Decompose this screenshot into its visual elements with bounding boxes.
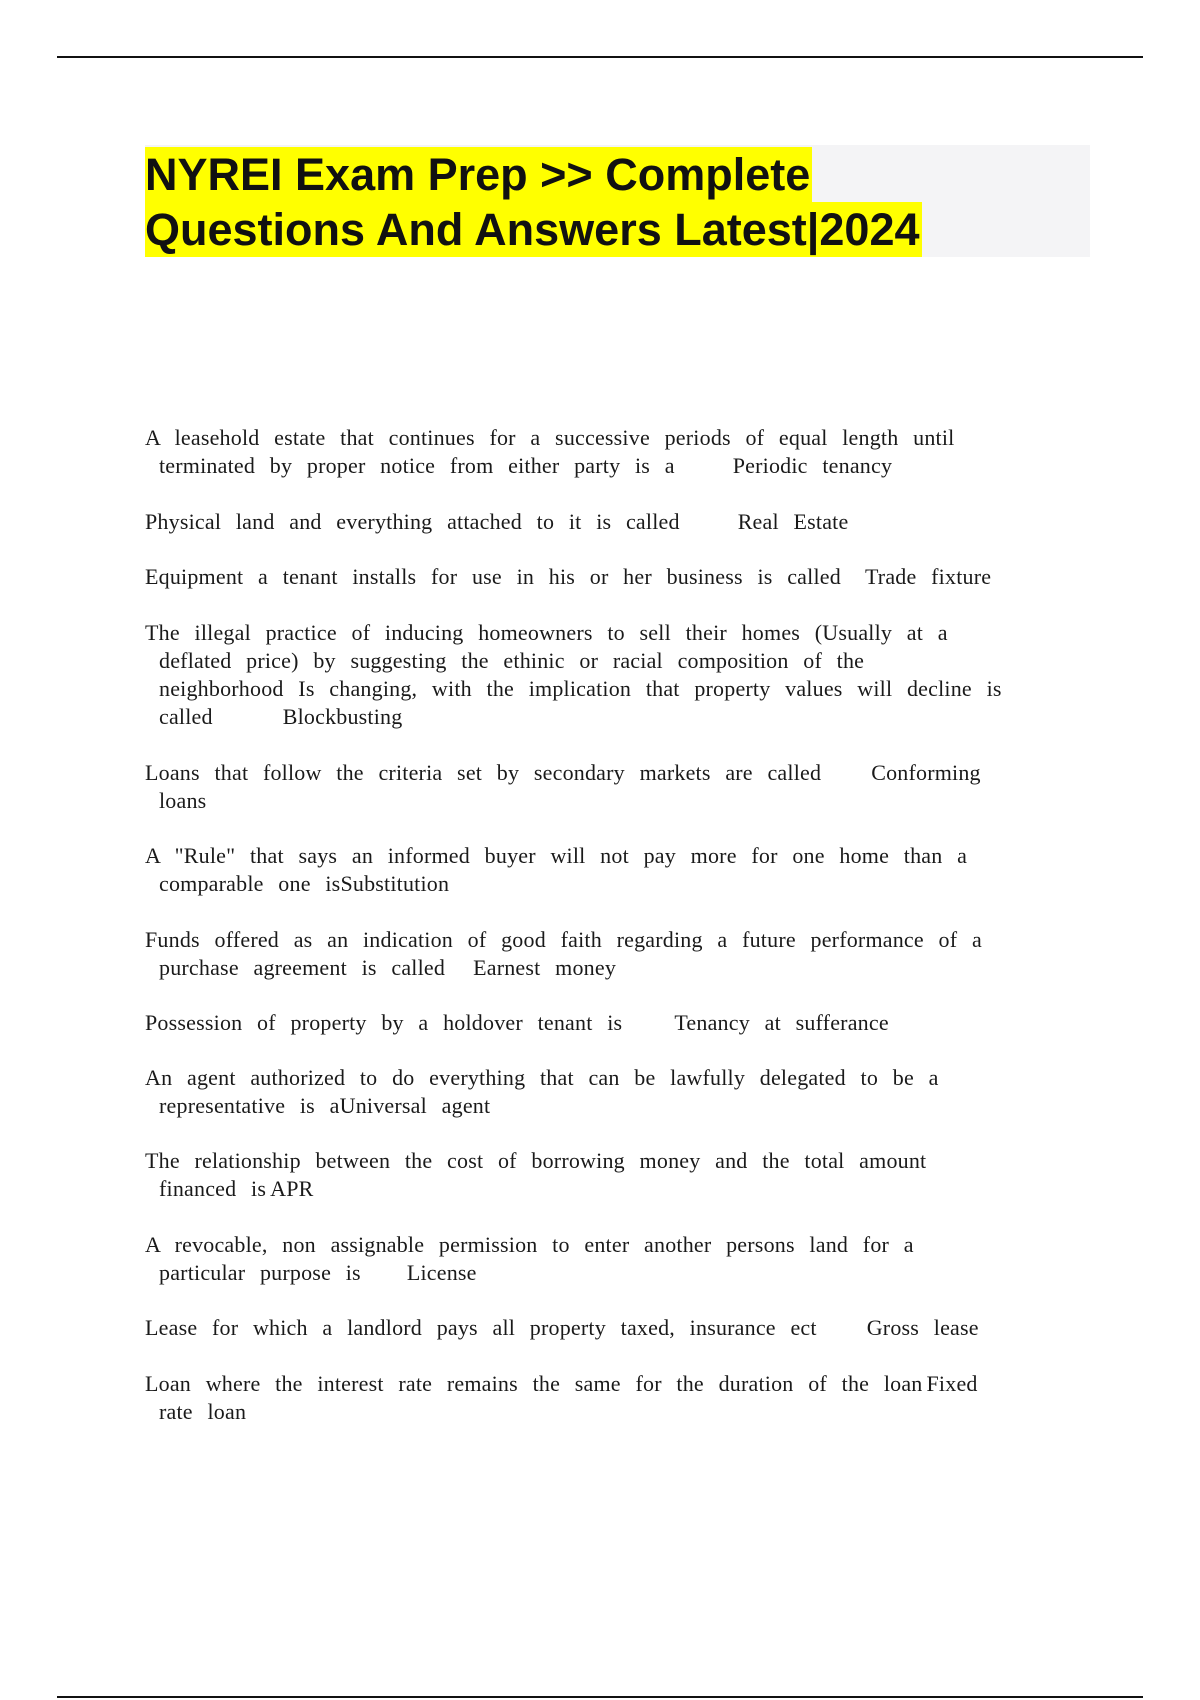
answer-text: Trade fixture [864,564,992,589]
question-line: particular purpose is [159,1260,361,1285]
question-line: purchase agreement is called [159,955,446,980]
answer-text: Earnest money [473,955,617,980]
document-title-line-1: NYREI Exam Prep >> Complete [145,149,811,200]
question-line-wrap [145,1314,1085,1342]
question-line: representative is a [159,1093,340,1118]
answer-text: Blockbusting [282,704,403,729]
question-line-wrap [145,1009,1085,1037]
qa-item [145,1370,1085,1426]
question-line: Equipment a tenant installs for use in his or her business is called [145,564,841,589]
question-line: deflated price) by suggesting the ethinic or racial composition of the [159,648,865,673]
answer-text: Conforming [871,760,981,785]
question-line-wrap [145,759,1085,787]
question-line-wrap [145,870,1085,898]
question-line-wrap [145,563,1085,591]
answer-text: Fixed [926,1371,978,1396]
question-line: A leasehold estate that continues for a successive periods of equal length until [145,425,955,450]
qa-item [145,619,1085,731]
answer-text: Periodic tenancy [732,453,893,478]
answer-text: Real Estate [737,509,849,534]
question-line: comparable one is [159,871,341,896]
question-line-wrap [145,1092,1085,1120]
answer-text: Substitution [340,871,450,896]
question-line: The illegal practice of inducing homeowners to sell their homes (Usually at a [145,620,948,645]
answer-text: Universal agent [339,1093,491,1118]
question-line-wrap [145,452,1085,480]
qa-item [145,926,1085,982]
question-line: A "Rule" that says an informed buyer will not pay more for one home than a [145,843,968,868]
answer-text-continued: rate loan [159,1399,247,1424]
question-line: Lease for which a landlord pays all property taxed, insurance ect [145,1315,817,1340]
qa-item [145,759,1085,815]
qa-item [145,1064,1085,1120]
question-line: Possession of property by a holdover tenant is [145,1010,623,1035]
answer-text: Tenancy at sufferance [674,1010,889,1035]
qa-item [145,424,1085,480]
question-line: Loan where the interest rate remains the same for the duration of the loan [145,1371,923,1396]
top-rule [57,56,1143,58]
qa-item [145,508,1085,536]
qa-item [145,842,1085,898]
answer-text: License [406,1260,477,1285]
qa-item [145,563,1085,591]
answer-text: APR [270,1176,314,1201]
qa-item [145,1147,1085,1203]
question-line-wrap [145,954,1085,982]
question-line-wrap [145,703,1085,731]
question-line-wrap [145,508,1085,536]
answer-text-continued: loans [159,788,207,813]
answer-text: Gross lease [866,1315,979,1340]
qa-item [145,1314,1085,1342]
qa-item [145,1009,1085,1037]
question-line-wrap [145,1259,1085,1287]
question-line: neighborhood Is changing, with the implication that property values will decline is [159,676,1002,701]
question-line: Physical land and everything attached to it is called [145,509,680,534]
question-line: An agent authorized to do everything that can be lawfully delegated to be a [145,1065,939,1090]
question-line: Loans that follow the criteria set by secondary markets are called [145,760,822,785]
document-title-line-2: Questions And Answers Latest|2024 [145,204,920,255]
question-line: The relationship between the cost of borrowing money and the total amount [145,1148,927,1173]
bottom-rule [57,1696,1143,1698]
question-line: A revocable, non assignable permission to enter another persons land for a [145,1232,914,1257]
question-line-wrap [145,1175,1085,1203]
document-title [145,147,1045,257]
question-line: Funds offered as an indication of good faith regarding a future performance of a [145,927,982,952]
question-line-wrap [145,1370,1085,1398]
qa-item [145,1231,1085,1287]
question-line: financed is [159,1176,267,1201]
question-line: terminated by proper notice from either party is a [159,453,675,478]
question-line: called [159,704,213,729]
